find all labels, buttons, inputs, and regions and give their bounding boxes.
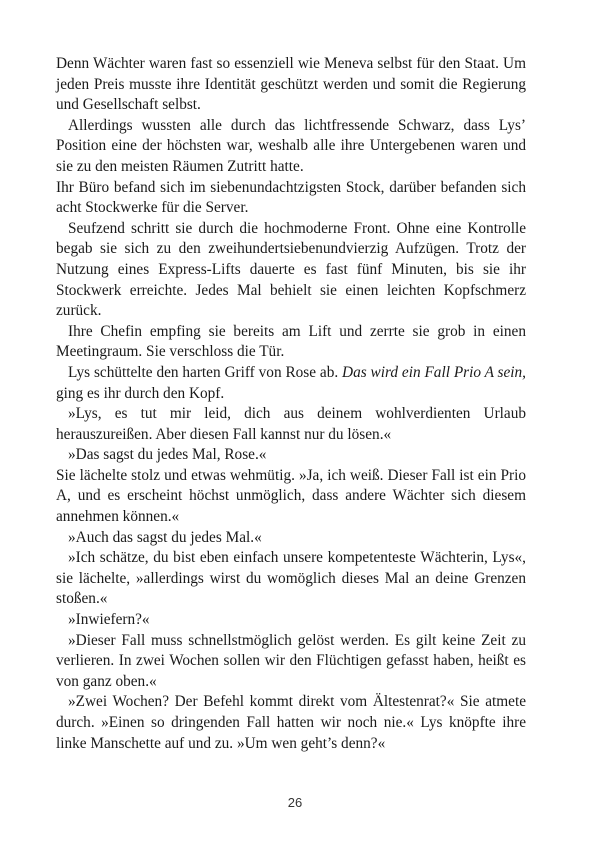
paragraph-11: »Ich schätze, du bist eben einfach unsere kompetenteste Wächterin, Lys«, sie lächelte, »allerdings wirst du womöglich dieses Mal an deine Grenzen stoßen.«: [56, 549, 526, 608]
paragraph-12: »Inwiefern?«: [68, 611, 150, 629]
body-text: [56, 54, 526, 754]
paragraph-10: »Auch das sagst du jedes Mal.«: [68, 528, 262, 546]
paragraph-6-end: ging es ihr durch den Kopf.: [56, 384, 225, 402]
paragraph-7: »Lys, es tut mir leid, dich aus deinem wohlverdienten Urlaub herauszureißen. Aber diesen Fall kannst nur du lösen.«: [56, 405, 526, 443]
paragraph-13: »Dieser Fall muss schnellstmöglich gelöst werden. Es gilt keine Zeit zu verlieren. In zwei Wochen sollen wir den Flüchtigen gefasst haben, heißt es von ganz oben.«: [56, 631, 526, 690]
paragraph-6-italic-thought: Das wird ein Fall Prio A sein,: [342, 363, 526, 381]
paragraph-5: Ihre Chefin empfing sie bereits am Lift und zerrte sie grob in einen Meetingraum. Sie verschloss die Tür.: [56, 322, 526, 361]
paragraph-8: »Das sagst du jedes Mal, Rose.«: [68, 446, 267, 464]
paragraph-9: Sie lächelte stolz und etwas wehmütig. »Ja, ich weiß. Dieser Fall ist ein Prio A, und es erscheint höchst unmöglich, dass andere Wächter sich diesem annehmen können.«: [56, 466, 526, 526]
paragraph-2: Allerdings wussten alle durch das lichtfressende Schwarz, dass Lys’ Position eine der höchsten war, weshalb alle ihre Untergebenen waren und sie zu den meisten Räumen Zutritt hatte.: [56, 116, 526, 175]
paragraph-6: [56, 363, 526, 404]
paragraph-3: Ihr Büro befand sich im siebenundachtzigsten Stock, darüber befanden sich acht Stockwerke für die Server.: [56, 178, 526, 217]
page-number: 26: [287, 795, 303, 810]
paragraph-14: »Zwei Wochen? Der Befehl kommt direkt vom Ältestenrat?« Sie atmete durch. »Einen so dringenden Fall hatten wir noch nie.« Lys knöpfte ihre linke Manschette auf und zu. »Um wen geht’s denn?«: [56, 693, 526, 752]
paragraph-6-start: Lys schüttelte den harten Griff von Rose ab.: [68, 363, 343, 381]
paragraph-4: Seufzend schritt sie durch die hochmoderne Front. Ohne eine Kontrolle begab sie sich zu den zweihundertsiebenundvierzig Aufzügen. Trotz der Nutzung eines Express-Lifts dauerte es fast fünf Minuten, bis sie ihr Stockwerk erreichte. Jedes Mal behielt sie einen leichten Kopfschmerz zurück.: [56, 219, 526, 320]
paragraph-1: Denn Wächter waren fast so essenziell wie Meneva selbst für den Staat. Um jeden Preis musste ihre Identität geschützt werden und somit die Regierung und Gesellschaft selbst.: [56, 55, 526, 114]
